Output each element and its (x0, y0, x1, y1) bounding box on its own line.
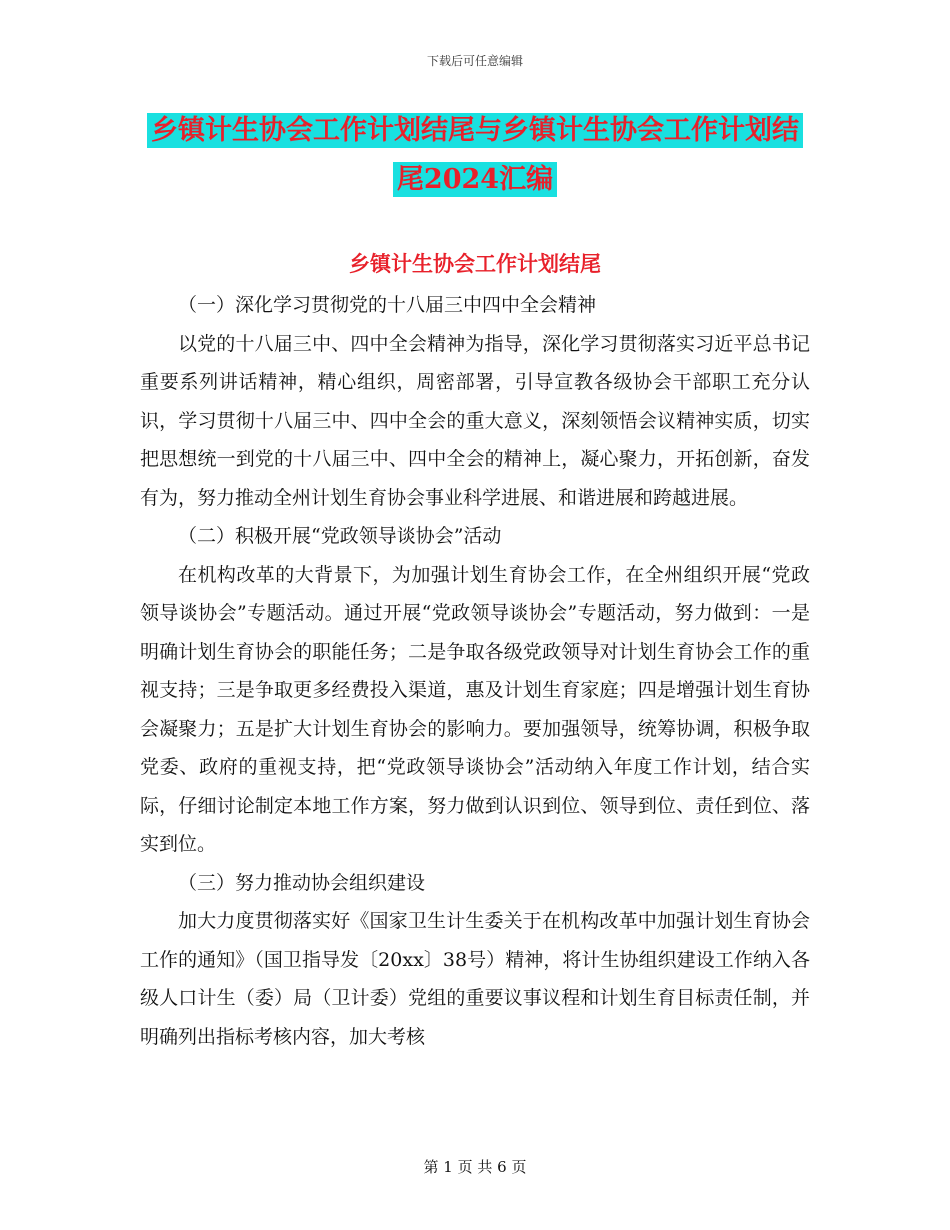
document-title (145, 106, 805, 204)
section-title: 乡镇计生协会工作计划结尾 (349, 251, 601, 276)
section-heading-2: （二）积极开展“党政领导谈协会”活动 (178, 525, 502, 547)
section-heading-3: （三）努力推动协会组织建设 (178, 871, 426, 894)
section-paragraph-3: 加大力度贯彻落实好《国家卫生计生委关于在机构改革中加强计划生育协会工作的通知》（国卫指导发〔20xx〕38号）精神，将计生协组织建设工作纳入各级人口计生（委）局（卫计委）党组的重要议事议程和计划生育目标责任制，并明确列出指标考核内容，加大考核 (140, 910, 810, 1048)
document-body (140, 286, 810, 1056)
document-title-text: 乡镇计生协会工作计划结尾与乡镇计生协会工作计划结尾2024汇编 (147, 113, 803, 197)
section-paragraph-2: 在机构改革的大背景下，为加强计划生育协会工作，在全州组织开展“党政领导谈协会”专题活动。通过开展“党政领导谈协会”专题活动，努力做到：一是明确计划生育协会的职能任务；二是争取各级党政领导对计划生育协会工作的重视支持；三是争取更多经费投入渠道，惠及计划生育家庭；四是增强计划生育协会凝聚力；五是扩大计划生育协会的影响力。要加强领导，统筹协调，积极争取党委、政府的重视支持，把“党政领导谈协会”活动纳入年度工作计划，结合实际，仔细讨论制定本地工作方案，努力做到认识到位、领导到位、责任到位、落实到位。 (140, 563, 810, 855)
section-paragraph-1: 以党的十八届三中、四中全会精神为指导，深化学习贯彻落实习近平总书记重要系列讲话精神，精心组织，周密部署，引导宣教各级协会干部职工充分认识，学习贯彻十八届三中、四中全会的重大意义，深刻领悟会议精神实质，切实把思想统一到党的十八届三中、四中全会的精神上，凝心聚力，开拓创新，奋发有为，努力推动全州计划生育协会事业科学进展、和谐进展和跨越进展。 (140, 332, 810, 509)
page-footer: 第 1 页 共 6 页 (423, 1158, 527, 1176)
section-heading-1: （一）深化学习贯彻党的十八届三中四中全会精神 (178, 294, 597, 316)
header-note: 下载后可任意编辑 (426, 54, 523, 68)
